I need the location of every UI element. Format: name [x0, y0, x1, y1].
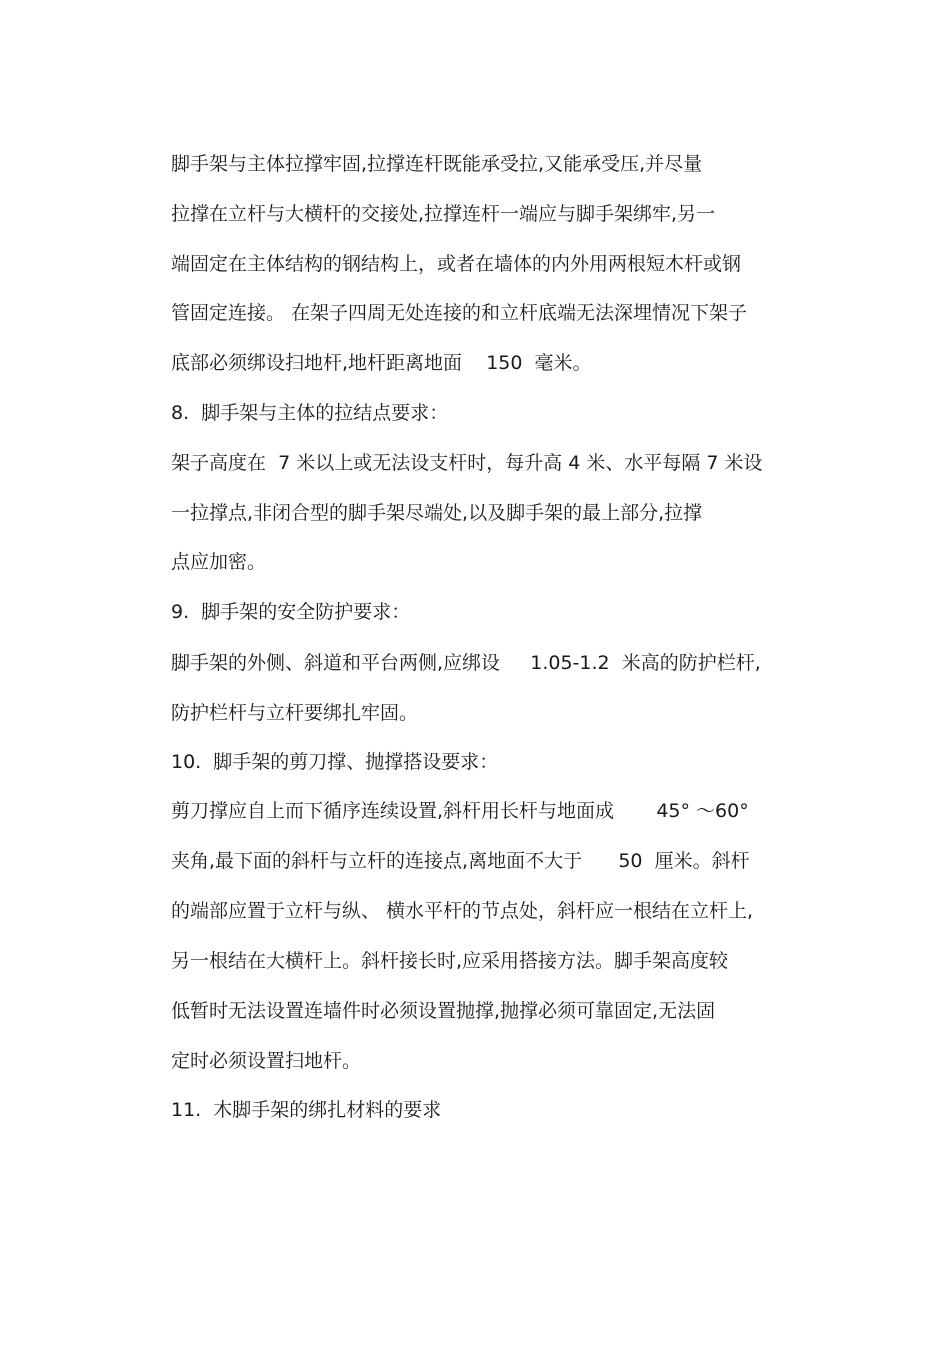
- text-line-1: 脚手架与主体拉撑牢固,拉撑连杆既能承受拉,又能承受压,并尽量: [171, 153, 703, 175]
- text-line-18: 低暂时无法设置连墙件时必须设置抛撑,抛撑必须可靠固定,无法固: [171, 1000, 716, 1022]
- text-line-3: 端固定在主体结构的钢结构上，或者在墙体的内外用两根短木杆或钢: [171, 253, 742, 275]
- text-line-2: 拉撑在立杆与大横杆的交接处,拉撑连杆一端应与脚手架绑牢,另一: [171, 203, 716, 225]
- text-line-7: 架子高度在 7 米以上或无法设支杆时，每升高 4 米、水平每隔 7 米设: [171, 452, 763, 474]
- text-line-17: 另一根结在大横杆上。斜杆接长时,应采用搭接方法。脚手架高度较: [171, 950, 729, 972]
- text-line-9: 点应加密。: [171, 551, 267, 573]
- text-line-16: 的端部应置于立杆与纵、 横水平杆的节点处，斜杆应一根结在立杆上,: [171, 900, 754, 922]
- text-line-14: 剪刀撑应自上而下循序连续设置,斜杆用长杆与地面成 45° ～60°: [171, 800, 749, 822]
- section-heading-8: 8. 脚手架与主体的拉结点要求：: [171, 402, 449, 424]
- text-line-4: 管固定连接。 在架子四周无处连接的和立杆底端无法深埋情况下架子: [171, 302, 748, 324]
- text-line-15: 夹角,最下面的斜杆与立杆的连接点,离地面不大于 50 厘米。斜杆: [171, 850, 750, 872]
- text-line-11: 脚手架的外侧、斜道和平台两侧,应绑设 1.05-1.2 米高的防护栏杆,: [171, 652, 761, 674]
- text-line-8: 一拉撑点,非闭合型的脚手架尽端处,以及脚手架的最上部分,拉撑: [171, 502, 703, 524]
- text-line-19: 定时必须设置扫地杆。: [171, 1050, 362, 1072]
- section-heading-10: 10. 脚手架的剪刀撑、抛撑搭设要求：: [171, 751, 499, 773]
- section-heading-9: 9. 脚手架的安全防护要求：: [171, 601, 411, 623]
- section-heading-11: 11. 木脚手架的绑扎材料的要求: [171, 1099, 442, 1121]
- text-line-5: 底部必须绑设扫地杆,地杆距离地面 150 毫米。: [171, 352, 592, 374]
- text-line-12: 防护栏杆与立杆要绑扎牢固。: [171, 702, 419, 724]
